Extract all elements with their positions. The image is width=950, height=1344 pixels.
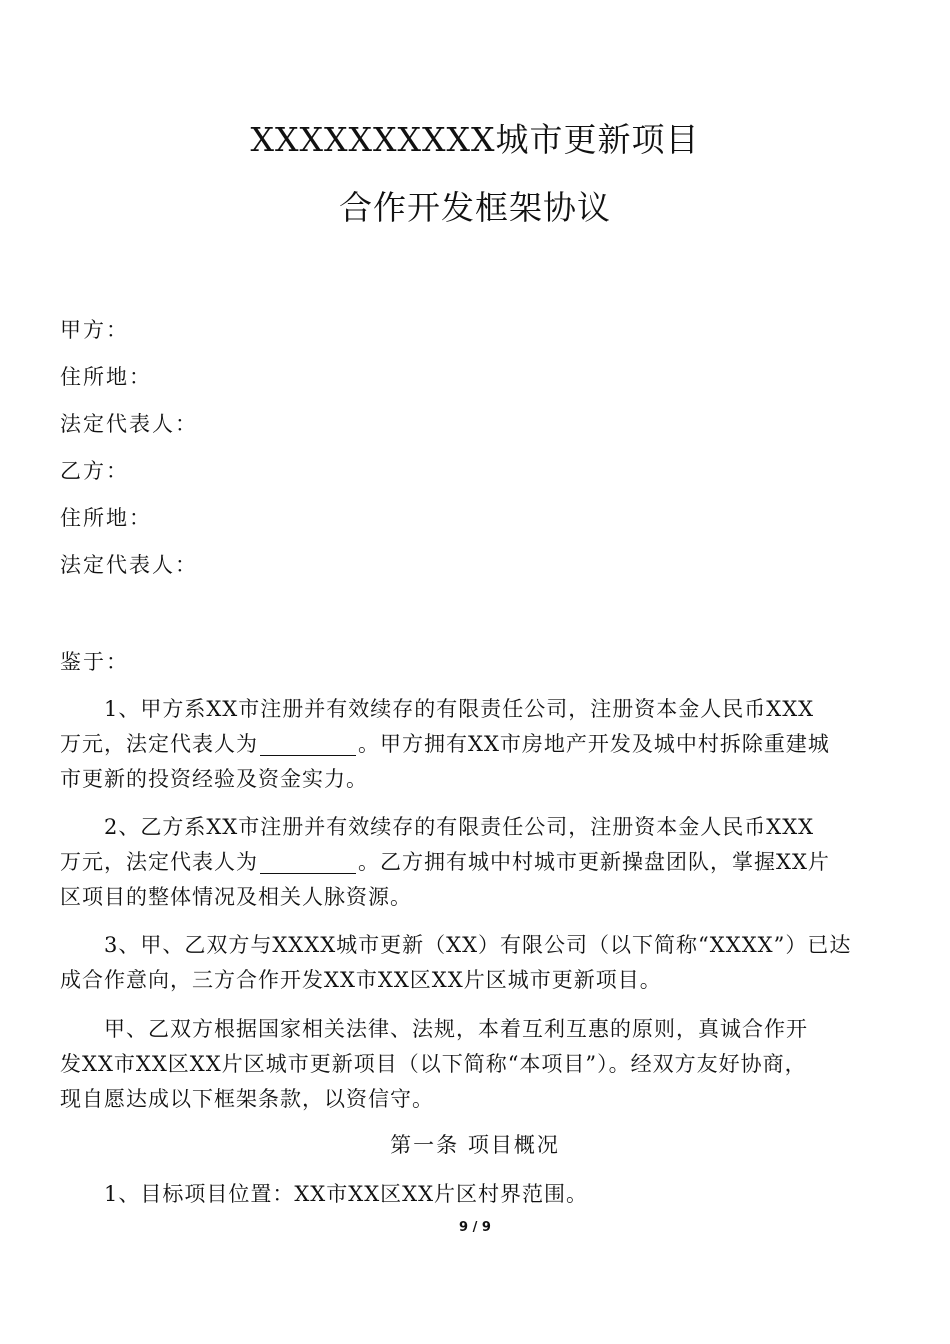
- recital-3-line-1: 3、甲、乙双方与XXXX城市更新（XX）有限公司（以下简称“XXXX”）已达: [104, 933, 852, 957]
- recital-item-2: [60, 810, 890, 915]
- recital-2-line-2-after: 。乙方拥有城中村城市更新操盘团队，掌握XX片: [358, 850, 830, 874]
- recital-2-line-1: 2、乙方系XX市注册并有效续存的有限责任公司，注册资本金人民币XXX: [104, 815, 815, 839]
- party-b-representative-label: 法定代表人：: [60, 553, 198, 577]
- recital-1-line-2-after: 。甲方拥有XX市房地产开发及城中村拆除重建城: [358, 732, 830, 756]
- recital-item-1: [60, 692, 890, 797]
- representative-blank-field: [260, 849, 356, 874]
- page-number: 9 / 9: [459, 1220, 491, 1235]
- intro-line-2: 发XX市XX区XX片区城市更新项目（以下简称“本项目”）。经双方友好协商，: [60, 1052, 807, 1076]
- document-title-line1: XXXXXXXXXX城市更新项目: [250, 120, 700, 159]
- party-b-address-label: 住所地：: [60, 506, 152, 530]
- intro-paragraph: [60, 1012, 890, 1117]
- recital-1-line-2-before: 万元，法定代表人为: [60, 732, 258, 756]
- party-a-representative-label: 法定代表人：: [60, 412, 198, 436]
- intro-line-1: 甲、乙双方根据国家相关法律、法规，本着互利互惠的原则，真诚合作开: [104, 1017, 808, 1041]
- article-1-heading: 第一条 项目概况: [390, 1133, 560, 1157]
- article-1-item-1: [60, 1177, 890, 1212]
- recital-2-line-3: 区项目的整体情况及相关人脉资源。: [60, 885, 412, 909]
- document-title-line2: 合作开发框架协议: [339, 188, 611, 227]
- party-a-address-label: 住所地：: [60, 365, 152, 389]
- article-1-item-1-text: 1、目标项目位置：XX市XX区XX片区村界范围。: [104, 1182, 589, 1206]
- recital-2-line-2: [60, 845, 890, 880]
- recital-3-line-2: 成合作意向，三方合作开发XX市XX区XX片区城市更新项目。: [60, 968, 662, 992]
- party-a-label: 甲方：: [60, 318, 129, 342]
- representative-blank-field: [260, 731, 356, 756]
- recital-1-line-2: [60, 727, 890, 762]
- recital-2-line-2-before: 万元，法定代表人为: [60, 850, 258, 874]
- recital-item-3: [60, 928, 890, 998]
- recitals-heading: 鉴于：: [60, 650, 129, 674]
- recital-1-line-1: 1、甲方系XX市注册并有效续存的有限责任公司，注册资本金人民币XXX: [104, 697, 815, 721]
- recital-1-line-3: 市更新的投资经验及资金实力。: [60, 767, 368, 791]
- party-b-label: 乙方：: [60, 459, 129, 483]
- intro-line-3: 现自愿达成以下框架条款，以资信守。: [60, 1087, 434, 1111]
